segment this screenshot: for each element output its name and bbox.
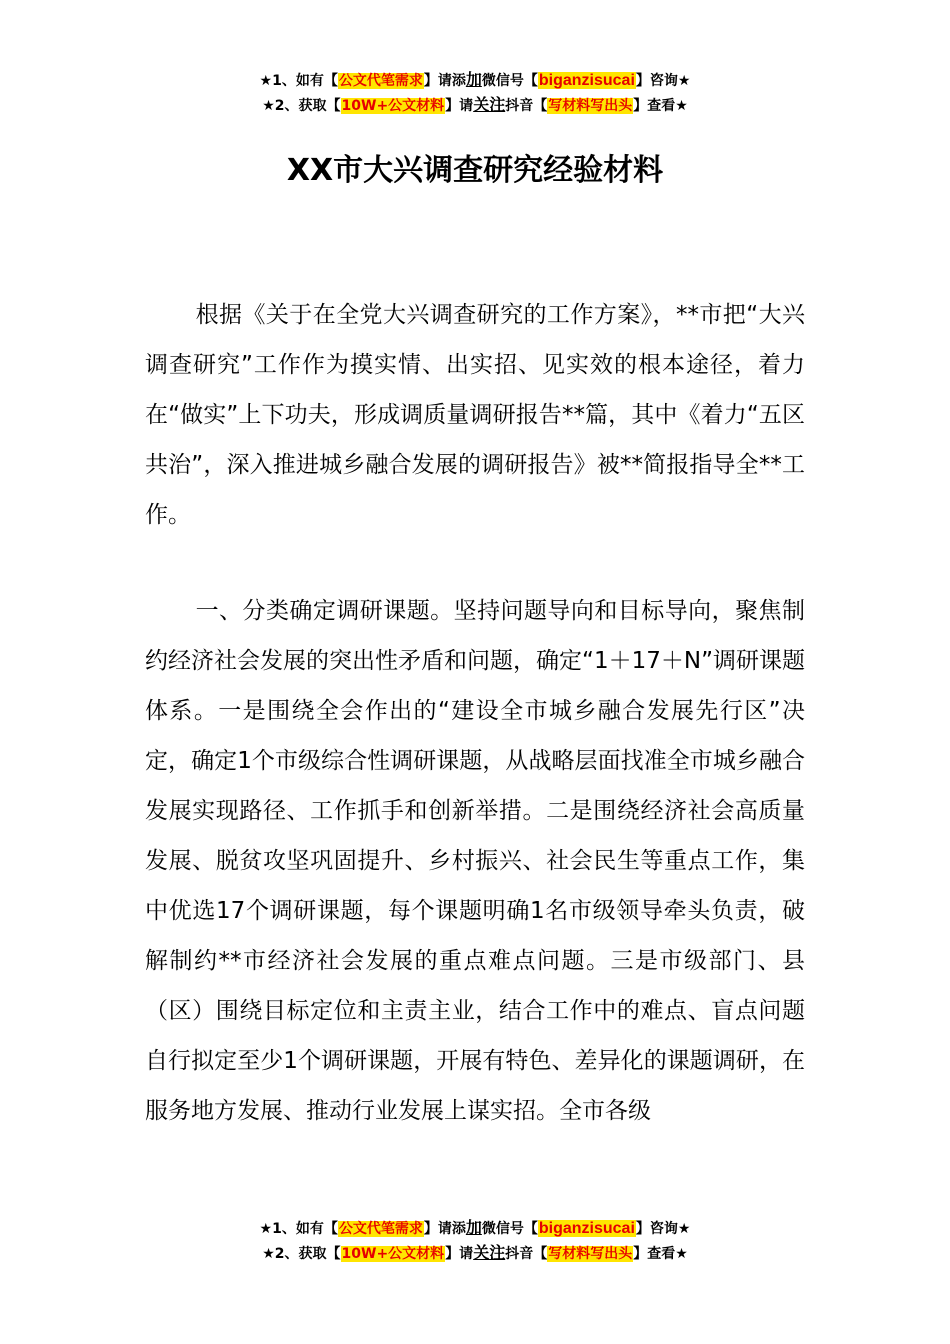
banner-highlight-douyin: 写材料写出头 <box>548 98 633 114</box>
body-paragraph-section-1: 一、分类确定调研课题。坚持问题导向和目标导向，聚焦制约经济社会发展的突出性矛盾和问题，确定“1＋17＋N”调研课题体系。一是围绕全会作出的“建设全市城乡融合发展先行区”决定，确定1个市级综合性调研课题，从战略层面找准全市城乡融合发展实现路径、工作抓手和创新举措。二是围绕经济社会高质量发展、脱贫攻坚巩固提升、乡村振兴、社会民生等重点工作，集中优选17个调研课题，每个课题明确1名市级领导牵头负责，破解制约**市经济社会发展的重点难点问题。三是市级部门、县（区）围绕目标定位和主责主业，结合工作中的难点、盲点问题自行拟定至少1个调研课题，开展有特色、差异化的课题调研，在服务地方发展、推动行业发展上谋实招。全市各级 <box>145 598 805 1124</box>
banner-highlight-douyin: 写材料写出头 <box>548 1246 633 1262</box>
banner-wechat-id: biganzisucai <box>538 1220 635 1237</box>
banner-highlight-materials: 10W+公文材料 <box>341 98 445 114</box>
banner-line-2: ★2、获取【10W+公文材料】请关注抖音【写材料写出头】查看★ <box>262 95 688 114</box>
footer-banner <box>0 1216 950 1266</box>
banner-highlight-materials: 10W+公文材料 <box>341 1246 445 1262</box>
banner-highlight-ghostwriting: 公文代笔需求 <box>338 1221 423 1237</box>
banner-wechat-id: biganzisucai <box>538 72 635 89</box>
banner-line-1: ★1、如有【公文代笔需求】请添加微信号【biganzisucai】咨询★ <box>259 70 691 89</box>
header-banner <box>0 68 950 118</box>
body-paragraph-intro: 根据《关于在全党大兴调查研究的工作方案》，**市把“大兴调查研究”工作作为摸实情、出实招、见实效的根本途径，着力在“做实”上下功夫，形成调质量调研报告**篇，其中《着力“五区共治”，深入推进城乡融合发展的调研报告》被**简报指导全**工作。 <box>145 302 805 528</box>
banner-highlight-ghostwriting: 公文代笔需求 <box>338 73 423 89</box>
banner-line-2: ★2、获取【10W+公文材料】请关注抖音【写材料写出头】查看★ <box>262 1243 688 1262</box>
document-title: XX市大兴调查研究经验材料 <box>286 153 664 188</box>
banner-line-1: ★1、如有【公文代笔需求】请添加微信号【biganzisucai】咨询★ <box>259 1218 691 1237</box>
